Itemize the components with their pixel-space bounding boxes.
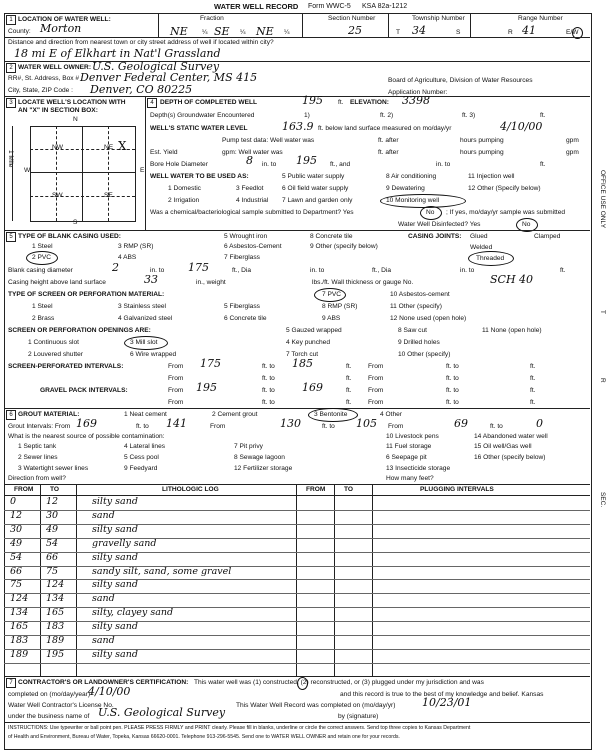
log-row-to: 189 [46,635,65,646]
gauge-value: SCH 40 [490,273,534,286]
elevation-label: ELEVATION: [350,99,389,106]
fraction-2: SE [214,25,230,38]
section-4-number: 4 [147,98,157,108]
log-row-to: 54 [46,537,59,549]
log-row-description: silty sand [92,496,138,507]
location-label: LOCATION OF WATER WELL: [18,16,111,23]
pump-test-label: Pump test data: Well water was [222,137,315,144]
joints-threaded: Threaded [476,255,505,262]
contamination-label: What is the nearest source of possible contamination: [8,433,165,440]
openings-label: SCREEN OR PERFORATION OPENINGS ARE: [8,327,151,334]
business-name-value: U.S. Geological Survey [98,706,226,719]
application-number-label: Application Number: [388,89,448,96]
log-row-description: silty sand [92,551,138,563]
static-level-label: WELL'S STATIC WATER LEVEL [150,125,248,132]
depth-label: DEPTH OF COMPLETED WELL [160,99,258,106]
margin-r: R [599,378,606,383]
margin-t: T [599,310,606,314]
perforated-from-value: 175 [200,357,221,370]
static-level-value: 163.9 [282,120,314,133]
use-label: WELL WATER TO BE USED AS: [150,173,249,180]
section-3-number: 3 [6,98,16,108]
range-value: 41 [522,24,536,37]
completed-label: completed on (mo/day/year) [8,691,91,698]
gravel-from-value: 195 [196,381,217,394]
log-row-to: 195 [46,648,65,660]
board-label: Board of Agriculture, Division of Water Resources [388,77,533,84]
gravel-pack-label: GRAVEL PACK INTERVALS: [40,387,128,394]
mile-scale-label: 1 Mile [7,150,14,168]
township-value: 34 [412,24,426,37]
city-value: Denver, CO 80225 [90,83,193,96]
instructions-1: INSTRUCTIONS: Use typewriter or ball point pen. PLEASE PRESS FIRMLY and PRINT clearly. Please fill in blanks, underline or circle the correct answers. Send top three copies to Kansas Department [8,725,471,731]
log-row-description: silty sand [92,648,138,660]
log-row-from: 124 [10,593,29,605]
log-row-to: 49 [46,523,59,535]
office-use-only: OFFICE USE ONLY [599,170,606,229]
owner-value: U.S. Geological Survey [92,60,220,73]
static-level-date: 4/10/00 [500,120,543,133]
screen-material-label: TYPE OF SCREEN OR PERFORATION MATERIAL: [8,291,165,298]
log-row-description: silty sand [92,621,138,633]
log-row-from: 75 [10,579,23,591]
bore-diameter-value: 8 [246,154,253,167]
grout-2-from-label: From [210,423,226,430]
yield-label: Est. Yield [150,149,178,156]
distance-label: Distance and direction from nearest town or city street address of well if located within city? [8,39,274,46]
water-well-record-form: WATER WELL RECORD Form WWC-5 KSA 82a-1212 1 LOCATION OF WATER WELL: County: Morton Fraction NE ¼ SE ¼ NE ¼ Section Number 25 Township Number T 34 S Range Number R 41 E/W Distance and direction from nearest town or city street address of well if located within city? 18 mi E of Elkhart in Nat'l Grassland 2 WATER WELL OWNER: U.S. Geological Survey RR#, St. Address, Box # : Denver Federal Center, MS 415 Board of Agriculture, Division of Water Resources City, State, ZIP Code : Denver, CO 80225 Application Number: 3 LOCATE WELL'S LOCATION WITH AN "X" IN SECTION BOX: N S E W 1 Mile NW NE SW SE X 4 DEPTH OF COMPLETED WELL 195 ft. ELEVATION: 3398 Depth(s) Groundwater Encountered 1) ft. 2) ft. 3) ft. WELL'S STATIC WATER LEVEL 163.9 ft. below land surface measured on mo/day/yr 4/10/00 Pump test data: Well water was ft. after hours pumping gpm Est. Yield gpm: Well water was ft. after hours pumping gpm Bore Hole Diameter 8 in. to 195 ft., and in. to ft. WELL WATER TO BE USED AS: 5 Public water supply 8 Air conditioning 11 Injection well 1 Domestic 3 Feedlot 6 Oil field water supply 9 Dewatering 12 Other (Specify below) 2 Irrigation 4 Industrial 7 Lawn and garden only 10 Monitoring well Was a chemical/bacteriological sample submitted to Department? Yes No ; If yes, mo/day/yr sample was submitted Water Well Disinfected? Yes No 5 TYPE OF BLANK CASING USED: 1 Steel 3 RMP (SR) 5 Wrought iron 8 Concrete tile 6 Asbestos-Cement 9 Other (specify below) 2 PVC 4 ABS 7 Fiberglass CASING JOINTS: Glued Clamped Welded Threaded Blank casing diameter 2 in. to 175 ft., Dia in. to ft., Dia in. to ft. Casing height above land surface 33 in., weight lbs./ft. Wall thickness or gauge No. SCH 40 TYPE OF SCREEN OR PERFORATION MATERIAL: 7 PVC 10 Asbestos-cement 1 Steel 3 Stainless steel 5 Fiberglass 8 RMP (SR) 11 Other (specify) 2 Brass 4 Galvanized steel 6 Concrete tile 9 ABS 12 None used (open hole) SCREEN OR PERFORATION OPENINGS ARE: 5 Gauzed wrapped 8 Saw cut 11 None (open hole) 1 Continuous slot 3 Mill slot 4 Key punched 9 Drilled holes 2 Louvered shutter 6 Wire wrapped 7 Torch cut 10 Other (specify) SCREEN-PERFORATED INTERVALS: From 175 ft. to 185 ft. From ft. to ft. From ft. to ft. From ft. to ft. GRAVEL PACK INTERVALS: From 195 ft. to 169 ft. From ft. to ft. From ft. to ft. From ft. to ft. 6 GROUT MATERIAL: 1 Neat cement 2 Cement grout 3 Bentonite 4 Other Grout Intervals: From 169 ft. to 141 From 130 ft. to 105 From 69 ft. to 0 What is the nearest source of possible contamination: 10 Livestock pens 14 Abandoned water well 1 Septic tank 4 Lateral lines 7 Pit privy 11 Fuel storage 15 Oil well/Gas well 2 Sewer lines 5 Cess pool 8 Sewage lagoon 6 Seepage pit 16 Other (specify below) 3 Watertight sewer lines 9 Feedyard 12 Fertilizer storage 13 Insecticide storage Direction from well? How many feet? FROM TO LITHOLOGIC LOG FROM TO PLUGGING INTERVALS 0 12 silty sand 12 30 sand 30 49 silty sand 49 54 gravelly sand 54 66 silty sand 66 75 sandy silt, sand, some gravel 75 124 silty sand 124 134 sand 134 165 silty, clayey sand 165 183 silty sand 183 189 sand 189 195 silty sand 7 CONTRACTOR'S OR LANDOWNER'S CERTIFICATION: This water well was (1) constructed, (2) reconstructed, or (3) plugged under my jurisdiction and was completed on (mo/day/year) 4/10/00 and this record is true to the best of my knowledge and belief. Kansas Water Well Contractor's License No. This Water Well Record was completed on (mo/day/yr) 10/23/01 under the business name of U.S. Geological Survey by (signature) INSTRUCTIONS: Use typewriter or ball point pen. PLEASE PRESS FIRMLY and PRINT clearly. Please fill in blanks, underline or circle the correct answers. Send top three copies to Kansas Department of Health and Environment, Bureau of Water, Topeka, Kansas 66620-0001. Telephone 913-296-5545. Send one to WATER WELL OWNER and retain one for your records. OFFICE USE ONLY T R SEC. [0,0,611,755]
range-label: Range Number [518,15,563,22]
log-header-lithologic: LITHOLOGIC LOG [162,486,219,493]
log-row-from: 134 [10,607,29,619]
opening-mill-slot: 3 Mill slot [130,339,158,346]
form-title: WATER WELL RECORD [214,2,299,11]
casing-label: TYPE OF BLANK CASING USED: [18,233,121,240]
grout-2-to: 105 [356,417,377,430]
log-row-from: 189 [10,648,29,660]
log-header-to: TO [50,486,60,493]
casing-joints-label: CASING JOINTS: [408,233,462,240]
elevation-value: 3398 [402,94,430,107]
perforated-to-value: 185 [292,357,313,370]
chem-sample-no: No [426,209,435,216]
fraction-1: NE [170,25,188,38]
disinfected-label: Water Well Disinfected? Yes [398,221,481,228]
fraction-3: NE [256,25,274,38]
township-label: Township Number [412,15,465,22]
record-completed-label: This Water Well Record was completed on (mo/day/yr) [236,702,396,709]
section-7-number: 7 [6,678,16,688]
casing-height-value: 33 [144,273,158,286]
range-direction: E/W [566,29,579,36]
bore-label: Bore Hole Diameter [150,161,208,168]
casing-diameter-value: 2 [112,261,119,274]
log-row-to: 183 [46,621,65,633]
log-row-from: 0 [10,496,17,507]
grout-3-from: 69 [454,417,468,430]
distance-value: 18 mi E of Elkhart in Nat'l Grassland [14,47,221,60]
ksa-reference: KSA 82a-1212 [362,3,408,10]
log-row-to: 134 [46,593,65,605]
log-row-from: 49 [10,537,23,549]
county-label: County: [8,28,31,35]
direction-label: Direction from well? [8,475,66,482]
license-label: Water Well Contractor's License No. [8,702,114,709]
grout-3-from-label: From [388,423,404,430]
log-row-description: gravelly sand [92,537,157,549]
use-monitoring-well: 10 Monitoring well [386,197,440,204]
grout-material-label: GROUT MATERIAL: [18,411,80,418]
gravel-to-value: 169 [302,381,323,394]
instructions-2: of Health and Environment, Bureau of Water, Topeka, Kansas 66620-0001. Telephone 913-296-5545. Send one to WATER WELL OWNER and retain one for your records. [8,734,400,740]
section-number-label: Section Number [328,15,376,22]
completed-value: 4/10/00 [88,685,131,698]
certification-statement: This water well was (1) constructed, (2) reconstructed, or (3) plugged under my jurisdiction and was [194,679,484,686]
log-row-from: 183 [10,635,29,646]
casing-diameter-label: Blank casing diameter [8,267,73,274]
log-row-divider [4,663,590,664]
grout-2-from: 130 [280,417,301,430]
chem-sample-label: Was a chemical/bacteriological sample submitted to Department? Yes [150,209,354,216]
bore-depth-value: 195 [296,154,317,167]
section-number-value: 25 [348,24,362,37]
depth-value: 195 [302,94,323,107]
record-completed-value: 10/23/01 [422,696,472,709]
log-row-from: 54 [10,551,23,563]
log-row-from: 12 [10,509,23,521]
plug-header-intervals: PLUGGING INTERVALS [420,486,494,493]
log-row-to: 124 [46,579,65,591]
groundwater-label: Depth(s) Groundwater Encountered [150,112,255,119]
section-6-number: 6 [6,410,16,420]
log-row-description: silty sand [92,579,138,591]
log-row-from: 30 [10,523,23,535]
fraction-label: Fraction [200,15,224,22]
log-row-to: 66 [46,551,59,563]
grout-3-to: 0 [536,417,543,430]
log-header-from: FROM [14,486,34,493]
margin-sec: SEC. [599,492,606,508]
log-row-description: sand [92,593,115,605]
how-many-feet-label: How many feet? [386,475,434,482]
business-name-label: under the business name of [8,713,90,720]
log-row-description: silty, clayey sand [92,607,174,619]
casing-pvc: 2 PVC [32,254,52,261]
signature-label: by (signature) [338,713,379,720]
log-row-to: 75 [46,565,59,577]
casing-to-value: 175 [188,261,209,274]
county-value: Morton [40,22,82,35]
casing-height-label: Casing height above land surface [8,279,106,286]
screen-pvc: 7 PVC [322,291,342,298]
section-5-number: 5 [6,232,16,242]
well-location-mark: X [118,139,127,153]
log-row-description: silty sand [92,523,138,535]
locate-label: LOCATE WELL'S LOCATION WITH [18,99,126,106]
perforated-intervals-label: SCREEN-PERFORATED INTERVALS: [8,363,124,370]
log-row-to: 30 [46,509,59,521]
grout-1-to: 141 [166,417,187,430]
section-2-number: 2 [6,63,16,73]
log-row-description: sandy silt, sand, some gravel [92,565,232,577]
grout-bentonite: 3 Bentonite [314,411,348,418]
certification-label: CONTRACTOR'S OR LANDOWNER'S CERTIFICATION: [18,679,189,686]
address-label: RR#, St. Address, Box # : [8,75,83,82]
plug-header-to: TO [344,486,354,493]
log-row-from: 66 [10,565,23,577]
grout-intervals-label: Grout Intervals: From [8,423,71,430]
plug-header-from: FROM [306,486,326,493]
log-row-from: 165 [10,621,29,633]
owner-label: WATER WELL OWNER: [18,64,92,71]
section-1-number: 1 [6,15,16,25]
log-row-to: 165 [46,607,65,619]
grout-1-from: 169 [76,417,97,430]
form-number: Form WWC-5 [308,3,351,10]
city-label: City, State, ZIP Code : [8,87,73,94]
disinfected-no: No [522,221,531,228]
log-row-description: sand [92,635,115,646]
log-row-description: sand [92,509,115,521]
address-value: Denver Federal Center, MS 415 [80,71,258,84]
locate-label-2: AN "X" IN SECTION BOX: [18,107,98,114]
log-row-to: 12 [46,496,59,507]
